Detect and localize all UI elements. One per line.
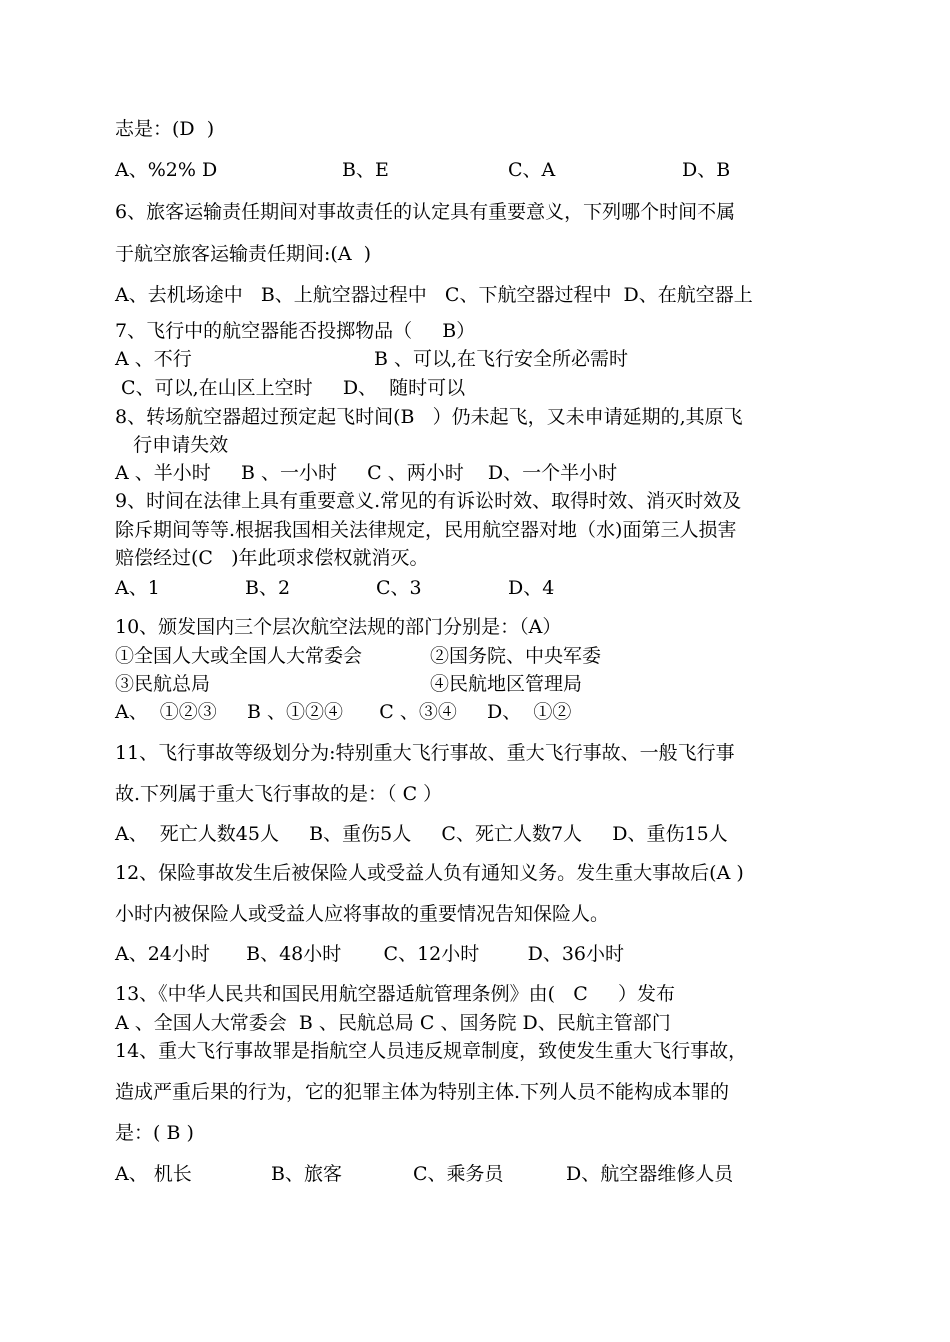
option-d: D、B	[682, 159, 731, 181]
line-1: 志是：(D )	[115, 118, 215, 140]
question-14-line-2: 造成严重后果的行为，它的犯罪主体为特别主体.下列人员不能构成本罪的	[115, 1081, 730, 1103]
question-11-line-1: 11、飞行事故等级划分为:特别重大飞行事故、重大飞行事故、一般飞行事	[115, 742, 735, 764]
question-9-line-1: 9、时间在法律上具有重要意义.常见的有诉讼时效、取得时效、消灭时效及	[115, 490, 742, 512]
question-12-line-1: 12、保险事故发生后被保险人或受益人负有通知义务。发生重大事故后(A )	[115, 862, 744, 884]
question-9-line-3: 赔偿经过(C )年此项求偿权就消灭。	[115, 547, 429, 569]
item-3: ③民航总局	[115, 673, 211, 695]
question-10: 10、颁发国内三个层次航空法规的部门分别是：（A）	[115, 616, 562, 638]
question-7-options-row-1	[0, 347, 950, 371]
question-8-options: A 、半小时 B 、一小时 C 、两小时 D、一个半小时	[115, 462, 618, 484]
option-b: B、E	[342, 159, 389, 181]
question-10-items-row-2	[0, 672, 950, 696]
question-8-line-2: 行申请失效	[115, 434, 229, 456]
option-b: B 、可以,在飞行安全所必需时	[374, 348, 629, 370]
question-9-line-2: 除斥期间等等.根据我国相关法律规定，民用航空器对地（水)面第三人损害	[115, 519, 737, 541]
item-4: ④民航地区管理局	[430, 673, 583, 695]
question-11-options: A、 死亡人数45人 B、重伤5人 C、死亡人数7人 D、重伤15人	[115, 823, 728, 845]
question-13: 13、《中华人民共和国民用航空器适航管理条例》由( C ）发布	[115, 983, 675, 1005]
option-d: D、航空器维修人员	[566, 1163, 734, 1185]
question-6-line-2: 于航空旅客运输责任期间:(A )	[115, 243, 372, 265]
option-c: C、3	[376, 577, 422, 599]
option-a: A、1	[115, 577, 160, 599]
question-10-items-row-1	[0, 644, 950, 668]
item-1: ①全国人大或全国人大常委会	[115, 645, 363, 667]
question-13-options: A 、全国人大常委会 B 、民航总局 C 、国务院 D、民航主管部门	[115, 1012, 671, 1034]
option-c: C、A	[508, 159, 556, 181]
option-a: A、%2% D	[115, 159, 218, 181]
question-14-options	[0, 1162, 950, 1186]
option-a: A、 机长	[115, 1163, 192, 1185]
question-7-options-row-2: C、可以,在山区上空时 D、 随时可以	[115, 377, 466, 399]
question-6-line-1: 6、旅客运输责任期间对事故责任的认定具有重要意义，下列哪个时间不属	[115, 201, 736, 223]
item-2: ②国务院、中央军委	[430, 645, 602, 667]
question-14-line-1: 14、重大飞行事故罪是指航空人员违反规章制度，致使发生重大飞行事故，	[115, 1040, 748, 1062]
option-d: D、4	[508, 577, 555, 599]
question-12-options: A、24小时 B、48小时 C、12小时 D、36小时	[115, 943, 624, 965]
question-6-options: A、去机场途中 B、上航空器过程中 C、下航空器过程中 D、在航空器上	[115, 284, 753, 306]
question-14-line-3: 是：( B )	[115, 1122, 194, 1144]
option-b: B、旅客	[271, 1163, 342, 1185]
option-a: A 、不行	[115, 348, 192, 370]
question-11-line-2: 故.下列属于重大飞行事故的是：（ C ）	[115, 783, 443, 805]
options-row-5	[0, 158, 950, 182]
option-c: C、乘务员	[413, 1163, 504, 1185]
question-7: 7、飞行中的航空器能否投掷物品（ B）	[115, 320, 476, 342]
option-b: B、2	[245, 577, 291, 599]
question-10-options: A、 ①②③ B 、①②④ C 、③④ D、 ①②	[115, 701, 572, 723]
question-9-options	[0, 576, 950, 600]
question-8-line-1: 8、转场航空器超过预定起飞时间(B ）仍未起飞，又未申请延期的,其原飞	[115, 406, 743, 428]
question-12-line-2: 小时内被保险人或受益人应将事故的重要情况告知保险人。	[115, 903, 610, 925]
